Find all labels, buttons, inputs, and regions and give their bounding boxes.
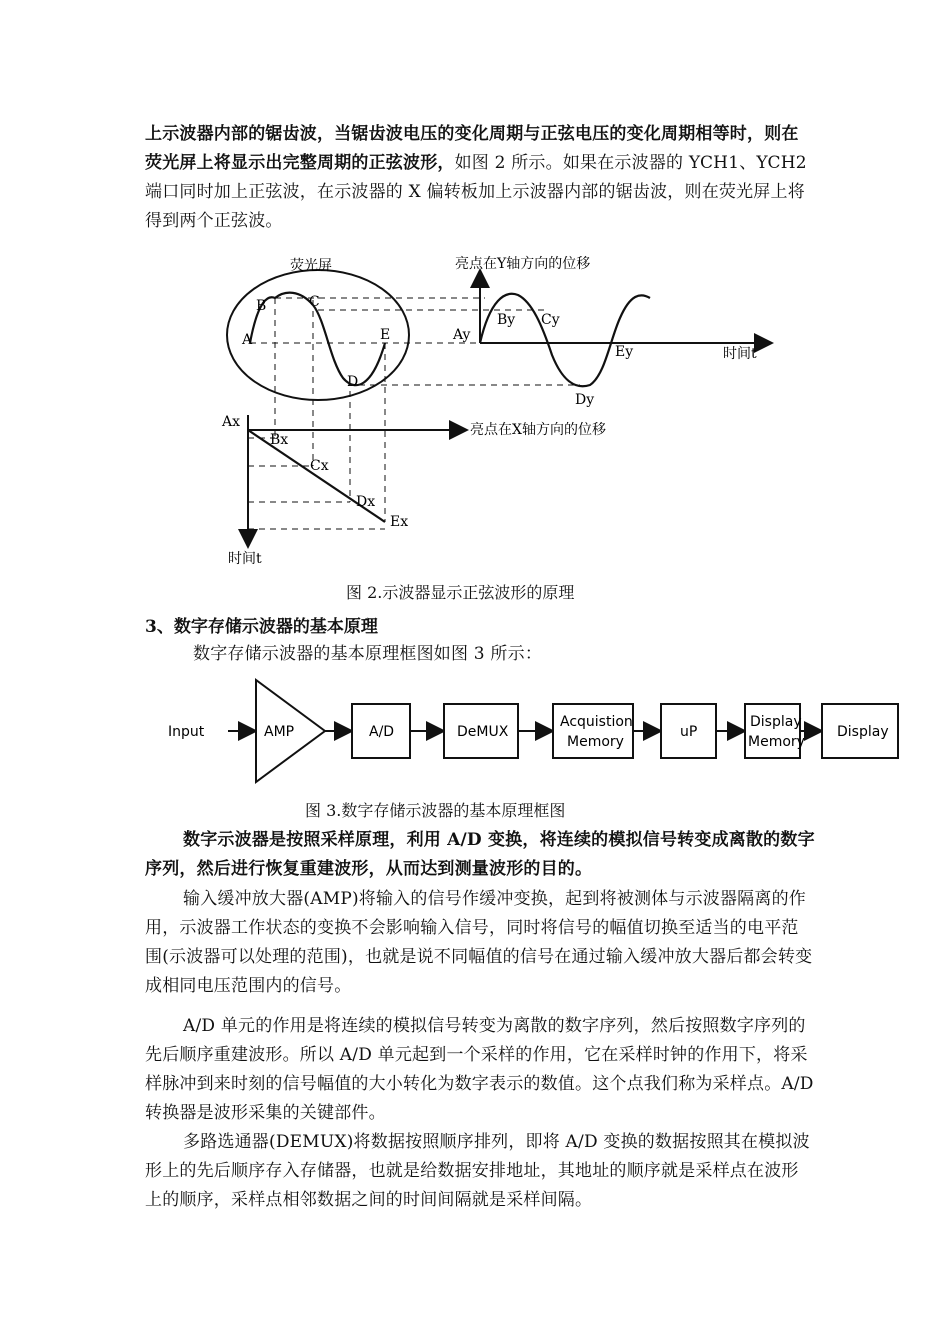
screen-point-c: C [309, 294, 320, 310]
display-label: Display [837, 724, 889, 740]
y-point-cy: Cy [541, 312, 560, 328]
y-point-by: By [497, 312, 516, 328]
screen-point-d: D [347, 374, 359, 390]
y-axis-label: 亮点在Y轴方向的位移 [455, 256, 591, 272]
up-label: uP [680, 724, 698, 740]
section-3-intro: 数字存储示波器的基本原理框图如图 3 所示： [193, 644, 543, 664]
intro-paragraph [145, 120, 815, 236]
x-point-ax: Ax [222, 414, 241, 430]
y-point-dy: Dy [575, 392, 595, 408]
acquisition-label-1: Acquistion [560, 714, 633, 730]
time-sine-wave [480, 294, 650, 386]
y-point-ey: Ey [615, 344, 634, 360]
sawtooth-dashes [248, 438, 385, 529]
figure-2-caption: 图 2.示波器显示正弦波形的原理 [346, 583, 575, 602]
amp-paragraph: 输入缓冲放大器(AMP)将输入的信号作缓冲变换，起到将被测体与示波器隔离的作用，示波器工作状态的变换不会影响输入信号，同时将信号的幅值切换至适当的电平范围(示波器可以处理的范围)，也就是说不同幅值的信号在通过输入缓冲放大器后都会转变成相同电压范围内的信号。 [145, 889, 813, 996]
screen-point-a: A [242, 332, 253, 348]
x-point-dx: Dx [356, 494, 376, 510]
x-point-bx: Bx [270, 432, 289, 448]
section-3-heading: 3、数字存储示波器的基本原理 [145, 617, 378, 637]
screen-point-e: E [380, 327, 391, 343]
intro-bold-text: 上示波器内部的锯齿波，当锯齿波电压的变化周期与正弦电压的变化周期相等时，则在荧光屏上将显示出完整周期的正弦波形， [145, 124, 799, 173]
ad-label: A/D [369, 724, 395, 740]
intro-text: 如图 2 所示。如果在示波器的 YCH1、YCH2 端口同时加上正弦波，在示波器的 X 偏转板加上示波器内部的锯齿波，则在荧光屏上将得到两个正弦波。 [145, 153, 807, 231]
x-point-ex: Ex [390, 514, 409, 530]
ad-paragraph: A/D 单元的作用是将连续的模拟信号转变为离散的数字序列，然后按照数字序列的先后顺序重建波形。所以 A/D 单元起到一个采样的作用，它在采样时钟的作用下，将采样脉冲到来时刻的信号幅值的大小转化为数字表示的数值。这个点我们称为采样点。A/D 转换器是波形采集的关键部件。 [145, 1016, 814, 1123]
projection-dashes-horizontal [250, 298, 580, 385]
acquisition-label-2: Memory [567, 734, 624, 750]
screen-label: 荧光屏 [290, 258, 332, 274]
projection-dashes-vertical [275, 298, 385, 522]
display-memory-label-2: Memory [748, 734, 805, 750]
time-label-right: 时间t [723, 346, 757, 362]
figure-3-caption: 图 3.数字存储示波器的基本原理框图 [305, 801, 566, 820]
figure-3-block-diagram [0, 672, 950, 792]
x-axis-label: 亮点在X轴方向的位移 [470, 422, 606, 438]
figure-2-diagram [0, 240, 950, 580]
time-label-bottom: 时间t [228, 551, 262, 567]
input-label: Input [168, 724, 205, 740]
screen-point-b: B [256, 298, 267, 314]
y-point-ay: Ay [453, 327, 471, 343]
demux-paragraph: 多路选通器(DEMUX)将数据按照顺序排列，即将 A/D 变换的数据按照其在模拟波形上的先后顺序存入存储器，也就是给数据安排地址，其地址的顺序就是采样点在波形上的顺序，采样点相邻数据之间的时间间隔就是采样间隔。 [145, 1132, 810, 1210]
x-point-cx: Cx [310, 458, 329, 474]
display-memory-label-1: Display [750, 714, 802, 730]
summary-paragraph: 数字示波器是按照采样原理，利用 A/D 变换，将连续的模拟信号转变成离散的数字序列，然后进行恢复重建波形，从而达到测量波形的目的。 [145, 830, 815, 879]
amp-label: AMP [264, 724, 295, 740]
demux-label: DeMUX [457, 724, 509, 740]
